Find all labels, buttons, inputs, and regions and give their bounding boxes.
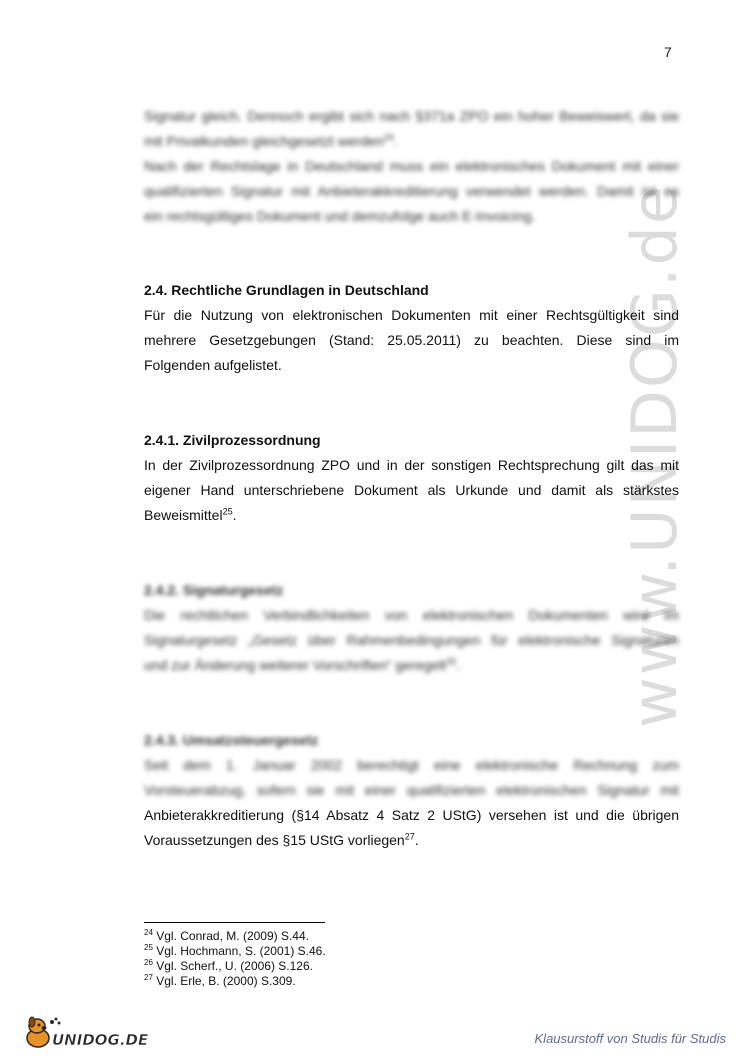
section-2-4-1 xyxy=(144,428,679,528)
paragraph-line: Vorsteuerabzug, sofern sie mit einer qualifizierten elektronischen Signatur mit xyxy=(144,782,679,798)
section-heading: 2.4.2. Signaturgesetz xyxy=(144,582,284,598)
footnote-ref: 25 xyxy=(222,506,233,517)
paragraph-line: und zur Änderung weiterer Vorschriften“ geregelt$^{26}$. xyxy=(144,656,460,673)
footnote-ref: 27 xyxy=(404,831,415,842)
intro-paragraph xyxy=(144,104,679,229)
paragraph-line: Anbieterakkreditierung (§14 Absatz 4 Satz 2 UStG) versehen ist und die übrigen xyxy=(144,807,679,823)
footnote-ref: 26 xyxy=(445,656,456,667)
paragraph-line: Voraussetzungen des §15 UStG vorliegen$^{27}$. xyxy=(144,831,419,848)
paragraph-line: Beweismittel$^{25}$. xyxy=(144,506,237,523)
footnote: $^{26}$ Vgl. Scherf., U. (2006) S.126. xyxy=(144,958,313,973)
unidog-logo xyxy=(22,1014,152,1050)
section-2-4 xyxy=(144,278,679,378)
watermark-text: www.UNIDOG.de xyxy=(618,184,691,728)
footnote: $^{27}$ Vgl. Erle, B. (2000) S.309. xyxy=(144,973,296,988)
paragraph-line: Signaturgesetz „Gesetz über Rahmenbedingungen für elektronische Signaturen xyxy=(144,632,679,648)
footer-tagline: Klausurstoff von Studis für Studis xyxy=(534,1031,726,1046)
footnote: $^{25}$ Vgl. Hochmann, S. (2001) S.46. xyxy=(144,943,326,958)
logo-text: UNIDOG.DE xyxy=(52,1031,149,1049)
intro-line: Signatur gleich. Dennoch ergibt sich nach §371a ZPO ein hoher Beweiswert, da sie xyxy=(144,108,679,124)
page-number: 7 xyxy=(664,44,672,60)
paragraph-line: In der Zivilprozessordnung ZPO und in der sonstigen Rechtsprechung gilt das mit xyxy=(144,457,679,473)
section-2-4-3 xyxy=(144,728,679,853)
footnote-ref: 24 xyxy=(383,132,394,143)
section-heading: 2.4.1. Zivilprozessordnung xyxy=(144,432,321,448)
paragraph-line: Seit dem 1. Januar 2002 berechtigt eine elektronische Rechnung zum xyxy=(144,757,679,773)
paragraph-line: mehrere Gesetzgebungen (Stand: 25.05.2011) zu beachten. Diese sind im xyxy=(144,332,679,348)
paragraph-line: Für die Nutzung von elektronischen Dokumenten mit einer Rechtsgültigkeit sind xyxy=(144,307,679,323)
intro-line: mit Privatkunden gleichgesetzt werden$^{24}$. xyxy=(144,132,398,149)
footnote: $^{24}$ Vgl. Conrad, M. (2009) S.44. xyxy=(144,928,309,943)
paragraph-line: eigener Hand unterschriebene Dokument als Urkunde und damit als stärkstes xyxy=(144,482,679,498)
intro-line: qualifizierten Signatur mit Anbieterakkreditierung verwendet werden. Damit ist es xyxy=(144,183,679,199)
paragraph-line: Folgenden aufgelistet. xyxy=(144,357,282,373)
intro-line: ein rechtsgültiges Dokument und demzufolge auch E-Invoicing. xyxy=(144,208,536,224)
section-2-4-2 xyxy=(144,578,679,678)
footnotes xyxy=(144,929,326,989)
section-heading: 2.4. Rechtliche Grundlagen in Deutschland xyxy=(144,282,429,298)
footnote-divider xyxy=(144,922,325,923)
intro-line: Nach der Rechtslage in Deutschland muss ein elektronisches Dokument mit einer xyxy=(144,158,679,174)
section-heading: 2.4.3. Umsatzsteuergesetz xyxy=(144,732,319,748)
paragraph-line: Die rechtlichen Verbindlichkeiten von elektronischen Dokumenten wird im xyxy=(144,607,679,623)
